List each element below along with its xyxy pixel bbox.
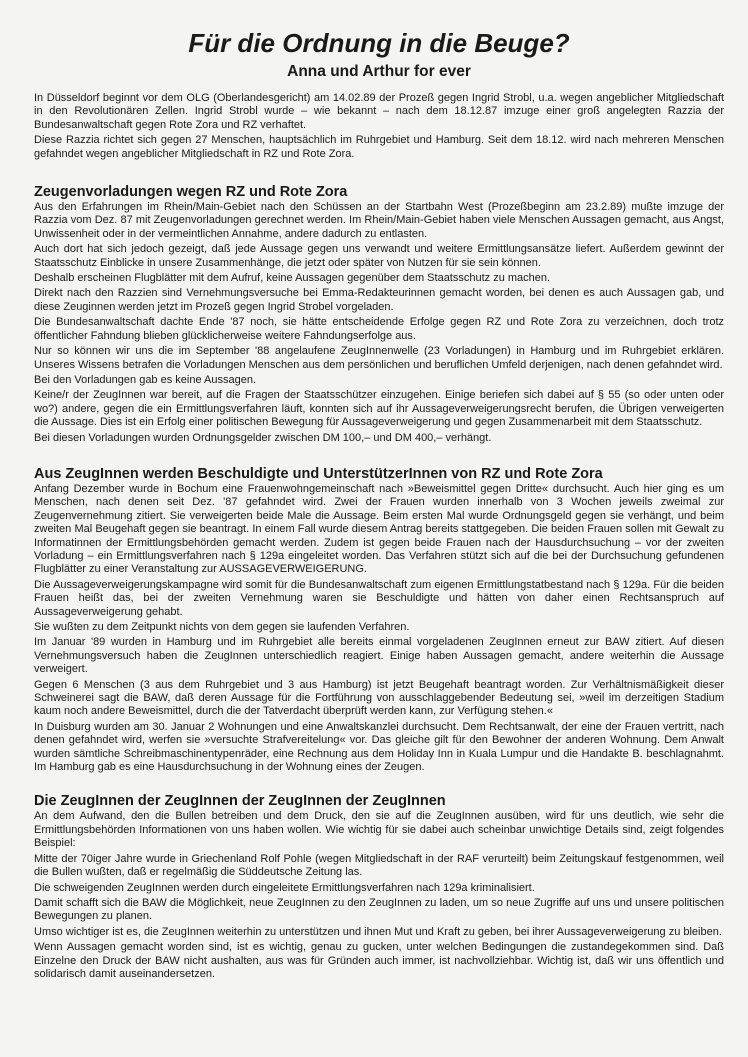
paragraph: Nur so können wir uns die im September '88 angelaufene ZeugInnenwelle (23 Vorladungen) in Hamburg und im Ruhrgebiet erklären. Unseres Wissens betrafen die Vorladungen Menschen aus dem persönlichen und beruflichen Umfeld derjenigen, nach denen gefahndet wird. (34, 345, 724, 371)
section-heading: Zeugenvorladungen wegen RZ und Rote Zora (34, 184, 348, 201)
section-zeuginnen-der-zeuginnen (34, 792, 724, 981)
paragraph: Umso wichtiger ist es, die ZeugInnen weiterhin zu unterstützen und ihnen Mut und Kraft zu geben, bei ihrer Aussageverweigerung zu bleiben. (34, 925, 722, 938)
paragraph: Im Januar '89 wurden in Hamburg und im Ruhrgebiet alle bereits einmal vorgeladenen ZeugInnen erneut zur BAW zitiert. Auf diesen Vernehmungsversuch haben die ZeugInnen unterschiedlich reagiert. Einige haben Aussagen gemacht, andere weiterhin die Aussage verweigert. (34, 636, 724, 676)
paragraph: Deshalb erscheinen Flugblätter mit dem Aufruf, keine Aussagen gegenüber dem Staatsschutz zu machen. (34, 272, 551, 285)
paragraph: Die Aussageverweigerungskampagne wird somit für die Bundesanwaltschaft zum eigenen Ermittlungstatbestand nach § 129a. Für die beiden Frauen heißt das, bei der zweiten Vernehmung waren sie Beschuldigte und hätten von daher einen Rechtsanspruch auf Aussageverweigerung gehabt. (34, 578, 724, 618)
paragraph: Bei diesen Vorladungen wurden Ordnungsgelder zwischen DM 100,– und DM 400,– verhängt. (34, 431, 492, 444)
intro-paragraph: Diese Razzia richtet sich gegen 27 Menschen, hauptsächlich im Ruhrgebiet und Hamburg. Seit dem 18.12. wird nach mehreren Menschen gefahndet wegen angeblicher Mitgliedschaft in RZ und Rote Zora. (34, 134, 724, 160)
paragraph: Wenn Aussagen gemacht worden sind, ist es wichtig, genau zu gucken, unter welchen Bedingungen die zustandegekommen sind. Daß Einzelne den Druck der BAW nicht aushalten, aus was für Gründen auch immer, ist nachvollziehbar. Wichtig ist, daß wir uns öffentlich und solidarisch damit auseinandersetzen. (34, 941, 724, 980)
paragraph: An dem Aufwand, den die Bullen betreiben und dem Druck, den sie auf die ZeugInnen ausüben, wird für uns deutlich, wie sehr die Ermittlungsbehörden Informationen von uns haben wollen. Wie wichtig für sie dabei auch scheinbar unwichtige Details sind, zeigt folgendes Beispiel: (34, 810, 724, 850)
paragraph: Anfang Dezember wurde in Bochum eine Frauenwohngemeinschaft nach »Beweismittel gegen Dritte« durchsucht. Auch hier ging es um Menschen, nach denen seit Dez. '87 gefahndet wird. Zwei der Frauen wurden innerhalb von 3 Wochen jeweils zweimal zur Zeugenvernehmung zitiert. Sie verweigerten beide Male die Aussage. Beim ersten Mal wurde Ordnungsgeld gegen sie verhängt, und beim zweiten Mal Beugehaft gegen sie beantragt. In einem Fall wurde diesem Antrag bereits stattgegeben. Die beiden Frauen sollen mit Gewalt zu Informatinnen der Ermittlungsbehörden gemacht werden. Zudem ist gegen beide Frauen nach der Hausdurchsuchung – vor der zweiten Vorladung – ein Ermittlungsverfahren nach § 129a eingeleitet worden. Das Verfahren stützt sich auf die bei der Durchsuchung gefundenen Flugblätter zu einer Veranstaltung zur AUSSAGEVERWEIGERUNG. (34, 482, 724, 576)
document-subtitle: Anna und Arthur for ever (287, 63, 471, 80)
section-heading: Aus ZeugInnen werden Beschuldigte und UnterstützerInnen von RZ und Rote Zora (34, 465, 603, 482)
paragraph: Gegen 6 Menschen (3 aus dem Ruhrgebiet und 3 aus Hamburg) ist jetzt Beugehaft beantragt worden. Zur Verhältnismäßigkeit dieser Schweinerei sagt die BAW, daß deren Aussage für die Fortführung von ausschlaggebender Bedeutung sei, »weil im derzeitigen Stadium kaum noch andere Beweismittel, durch die der Tatverdacht überprüft werden kann, zur Verfügung stehen.« (34, 678, 724, 718)
section-heading: Die ZeugInnen der ZeugInnen der ZeugInnen der ZeugInnen (34, 793, 446, 810)
section-beschuldigte (34, 465, 724, 775)
paragraph: Aus den Erfahrungen im Rhein/Main-Gebiet nach den Schüssen an der Startbahn West (Prozeßbeginn am 23.2.89) mußte imzuge der Razzia vom Dez. 87 mit Zeugenvorladungen gerechnet werden. Im Rhein/Main-Gebiet haben viele Menschen Aussagen gemacht, aus Angst, Unwissenheit oder in der vermeintlichen Annahme, andere dadurch zu entlasten. (34, 201, 724, 240)
paragraph: Keine/r der ZeugInnen war bereit, auf die Fragen der Staatsschützer einzugehen. Einige beriefen sich dabei auf § 55 (so oder unten oder wo?) andere, gegen die ein Ermittlungsverfahren läuft, konnten sich auf ihr Aussageverweigerungsrecht berufen, die Übrigen verweigerten die Aussage. Dies ist ein Erfolg einer politischen Bewegung für Aussageverweigerung und gegen Zusammenarbeit mit dem Staatsschutz. (34, 389, 724, 429)
paragraph: Mitte der 70iger Jahre wurde in Griechenland Rolf Pohle (wegen Mitgliedschaft in der RAF verurteilt) beim Zeitungskauf festgenommen, weil die Bullen wußten, daß er regelmäßig die Süddeutsche Zeitung las. (34, 852, 724, 879)
paragraph: Auch dort hat sich jedoch gezeigt, daß jede Aussage gegen uns verwandt und weitere Ermittlungsansätze liefert. Außerdem gewinnt der Staatsschutz Einblicke in unsere Zusammenhänge, die jetzt oder später von Nutzen für sie sein können. (34, 243, 724, 269)
intro-paragraph: In Düsseldorf beginnt vor dem OLG (Oberlandesgericht) am 14.02.89 der Prozeß gegen Ingrid Strobl, u.a. wegen angeblicher Mitgliedschaft in den Revolutionären Zellen. Ingrid Strobl wurde – wie bekannt – nach dem 18.12.87 imzuge einer groß angelegten Razzia der Bundesanwaltschaft gegen Rote Zora und RZ verhaftet. (34, 92, 724, 131)
paragraph: Bei den Vorladungen gab es keine Aussagen. (34, 373, 257, 386)
paragraph: Direkt nach den Razzien sind Vernehmungsversuche bei Emma-Redakteurinnen gemacht worden, bei denen es auch Aussagen gab, und diese Zeuginnen werden jetzt im Prozeß gegen Ingrid Strobel vorgeladen. (34, 287, 724, 313)
section-zeugenvorladungen (34, 183, 724, 445)
document-title: Für die Ordnung in die Beuge? (188, 28, 570, 58)
paragraph: Sie wußten zu dem Zeitpunkt nichts von dem gegen sie laufenden Verfahren. (34, 621, 410, 633)
paragraph: In Duisburg wurden am 30. Januar 2 Wohnungen und eine Anwaltskanzlei durchsucht. Dem Rechtsanwalt, der eine der Frauen vertritt, nach denen gefahndet wird, werfen sie »versuchte Strafvereitelung« vor. Das gleiche gilt für den Bewohner der anderen Wohnung. Dem Anwalt wurden sämtliche Schreibmaschinentypenräder, eine Rechnung aus dem Holiday Inn in Kuala Lumpur und die Handakte B. beschlagnahmt. Im Hamburg gab es eine Hausdurchsuchung in der Wohnung eines der Zeugen. (34, 720, 724, 774)
intro-block (34, 92, 724, 161)
paragraph: Damit schafft sich die BAW die Möglichkeit, neue ZeugInnen zu den ZeugInnen zu laden, um so neue Zugriffe auf uns und unsere politischen Bewegungen zu planen. (34, 896, 724, 923)
paragraph: Die schweigenden ZeugInnen werden durch eingeleitete Ermittlungsverfahren nach 129a kriminalisiert. (34, 881, 535, 894)
paragraph: Die Bundesanwaltschaft dachte Ende '87 noch, sie hätte entscheidende Erfolge gegen RZ und Rote Zora zu verzeichnen, doch trotz öffentlicher Fahndung blieben glücklicherweise weitere Fahndungserfolge aus. (34, 316, 724, 342)
